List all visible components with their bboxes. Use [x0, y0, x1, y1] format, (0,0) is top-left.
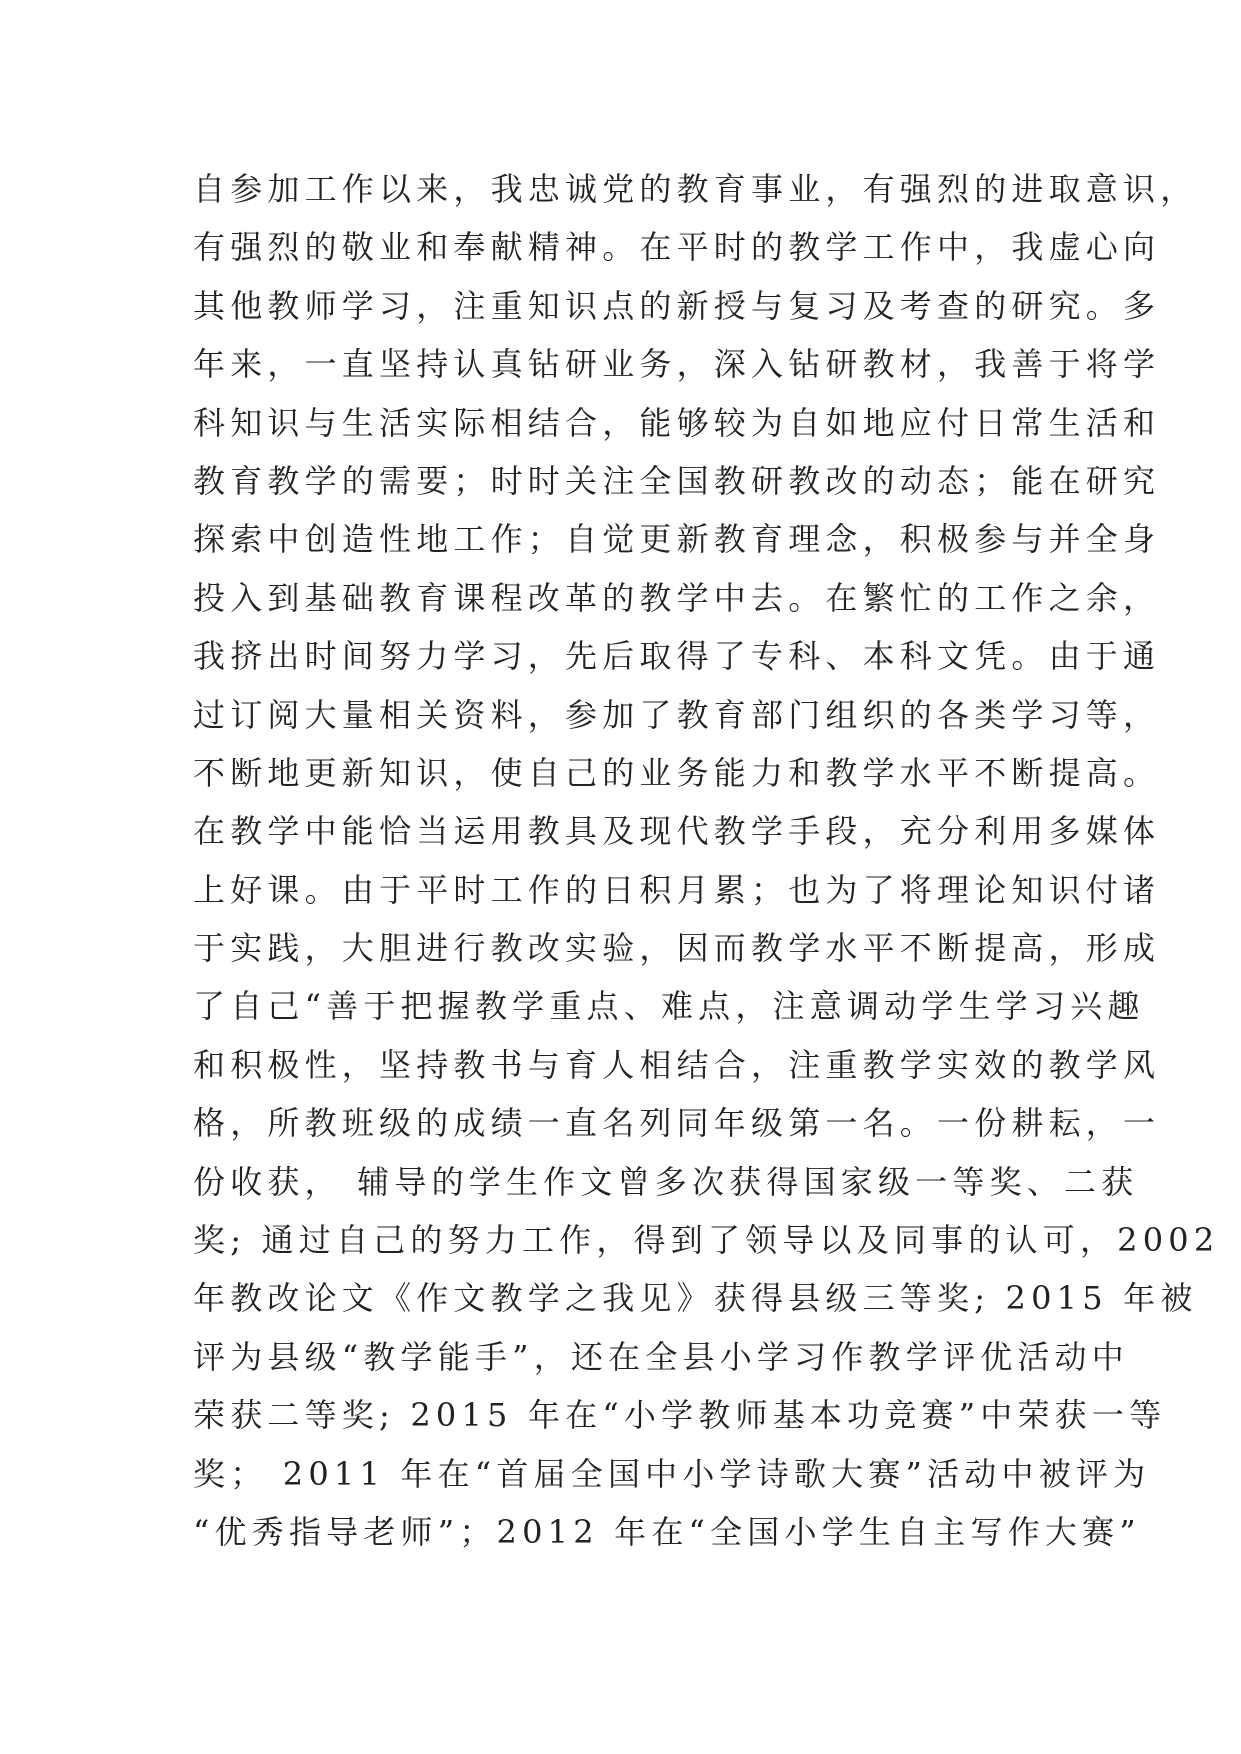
text-line: 了自己“善于把握教学重点、难点，注意调动学生学习兴趣 [193, 987, 1145, 1026]
text-line: 格，所教班级的成绩一直名列同年级第一名。一份耕耘，一 [193, 1104, 1161, 1143]
text-line: 上好课。由于平时工作的日积月累；也为了将理论知识付诸 [193, 870, 1161, 909]
text-line: 自参加工作以来，我忠诚党的教育事业，有强烈的进取意识， [193, 170, 1198, 208]
text-line: 奖； 2011 年在“首届全国中小学诗歌大赛”活动中被评为 [193, 1454, 1151, 1493]
text-line: 过订阅大量相关资料，参加了教育部门组织的各类学习等， [193, 695, 1161, 734]
text-line: 份收获， 辅导的学生作文曾多次获得国家级一等奖、二获 [193, 1162, 1139, 1201]
text-line: 我挤出时间努力学习，先后取得了专科、本科文凭。由于通 [193, 637, 1161, 676]
text-line: 和积极性，坚持教书与育人相结合，注重教学实效的教学风 [193, 1045, 1161, 1084]
text-line: 在教学中能恰当运用教具及现代教学手段，充分利用多媒体 [193, 812, 1161, 851]
text-line: 评为县级“教学能手”，还在全县小学习作教学评优活动中 [193, 1337, 1129, 1376]
text-line: 奖; 通过自己的努力工作，得到了领导以及同事的认可，2002 [193, 1221, 1220, 1260]
text-line: “优秀指导老师”；2012 年在“全国小学生自主写作大赛” [193, 1512, 1141, 1551]
text-line: 不断地更新知识，使自己的业务能力和教学水平不断提高。 [193, 753, 1161, 792]
text-line: 荣获二等奖; 2015 年在“小学教师基本功竞赛”中荣获一等 [193, 1396, 1167, 1435]
text-line: 于实践，大胆进行教改实验，因而教学水平不断提高，形成 [193, 929, 1161, 968]
body-paragraph [193, 160, 1220, 1561]
text-line: 投入到基础教育课程改革的教学中去。在繁忙的工作之余， [193, 578, 1161, 617]
text-line: 有强烈的敬业和奉献精神。在平时的教学工作中，我虚心向 [193, 228, 1161, 267]
text-line: 科知识与生活实际相结合，能够较为自如地应付日常生活和 [193, 403, 1161, 442]
text-line: 教育教学的需要；时时关注全国教研教改的动态；能在研究 [193, 461, 1161, 500]
text-line: 探索中创造性地工作；自觉更新教育理念，积极参与并全身 [193, 520, 1161, 559]
text-line: 年来，一直坚持认真钻研业务，深入钻研教材，我善于将学 [193, 345, 1161, 384]
text-line: 年教改论文《作文教学之我见》获得县级三等奖; 2015 年被 [193, 1279, 1198, 1318]
text-line: 其他教师学习，注重知识点的新授与复习及考查的研究。多 [193, 286, 1161, 325]
